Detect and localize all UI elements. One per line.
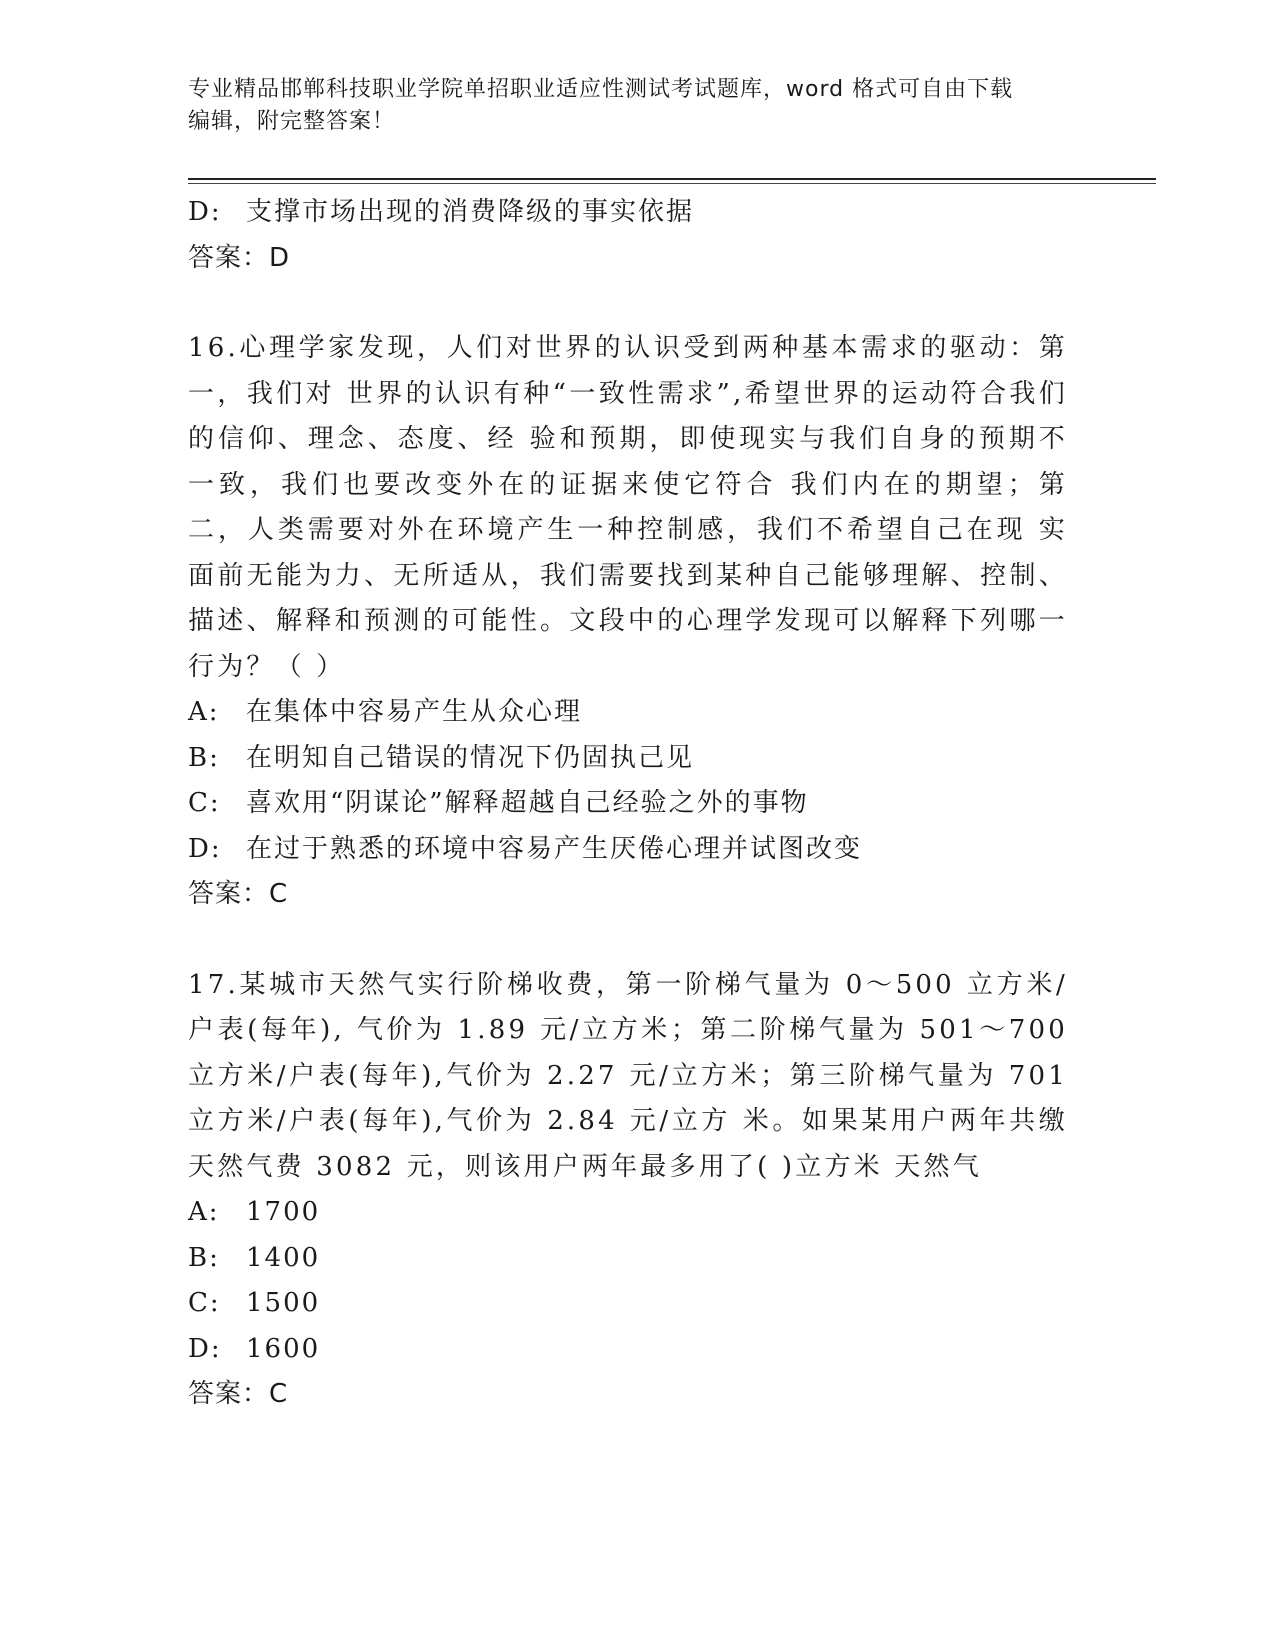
option-key: D:: [188, 1333, 222, 1364]
spacer: [188, 918, 1068, 963]
q16-option-b: [188, 736, 1068, 782]
option-key: C:: [188, 1288, 221, 1318]
document-body: [188, 190, 1068, 1418]
question-16-text: 16.心理学家发现，人们对世界的认识受到两种基本需求的驱动：第一，我们对 世界的认识有种“一致性需求”,希望世界的运动符合我们的信仰、理念、态度、经 验和预期，即使现实与我们自身的预期不一致，我们也要改变外在的证据来使它符合 我们内在的期望；第二，人类需要对外在环境产生一种控制感，我们不希望自己在现 实面前无能为力、无所适从，我们需要找到某种自己能够理解、控制、描述、解释和预测的可能性。文段中的心理学发现可以解释下列哪一行为？（ ）: [188, 333, 1068, 682]
prev-option-d: [188, 190, 1068, 236]
prev-answer: 答案：D: [188, 242, 291, 273]
option-text: 1700: [246, 1197, 321, 1227]
option-text: 支撑市场出现的消费降级的事实依据: [246, 197, 695, 227]
option-key: D:: [188, 833, 222, 864]
q16-option-c: [188, 781, 1068, 827]
option-key: A:: [188, 697, 220, 727]
header-rule-thick: [188, 178, 1156, 180]
header-line-2: 编辑，附完整答案！: [188, 109, 396, 134]
option-text: 在过于熟悉的环境中容易产生厌倦心理并试图改变: [246, 833, 863, 864]
q16-answer: 答案：C: [188, 879, 289, 909]
option-key: B:: [188, 742, 220, 773]
page-header: [188, 74, 1068, 138]
option-key: A:: [188, 1197, 220, 1227]
option-text: 1600: [246, 1333, 321, 1364]
q16-option-d: [188, 827, 1068, 873]
option-key: B:: [188, 1242, 220, 1273]
q17-answer: 答案：C: [188, 1379, 289, 1409]
q17-option-b: [188, 1236, 1068, 1282]
q17-option-d: [188, 1327, 1068, 1373]
option-text: 1400: [246, 1242, 321, 1273]
q17-option-a: [188, 1190, 1068, 1236]
option-key: D:: [188, 197, 222, 227]
option-text: 在集体中容易产生从众心理: [246, 697, 583, 727]
option-text: 1500: [246, 1288, 321, 1318]
spacer: [188, 281, 1068, 326]
question-17-text: 17.某城市天然气实行阶梯收费，第一阶梯气量为 0～500 立方米/户表(每年), 气价为 1.89 元/立方米；第二阶梯气量为 501～700 立方米/户表(每年),气价为 2.27 元/立方米；第三阶梯气量为 701 立方米/户表(每年),气价为 2.84 元/立方 米。如果某用户两年共缴天然气费 3082 元，则该用户两年最多用了( )立方米 天然气: [188, 969, 1068, 1182]
header-rule-thin: [188, 183, 1156, 184]
option-text: 喜欢用“阴谋论”解释超越自己经验之外的事物: [246, 788, 809, 818]
q17-option-c: [188, 1281, 1068, 1327]
header-line-1: 专业精品邯郸科技职业学院单招职业适应性测试考试题库，word 格式可自由下载: [188, 77, 1014, 102]
option-text: 在明知自己错误的情况下仍固执己见: [246, 742, 695, 773]
q16-option-a: [188, 690, 1068, 736]
option-key: C:: [188, 788, 221, 818]
